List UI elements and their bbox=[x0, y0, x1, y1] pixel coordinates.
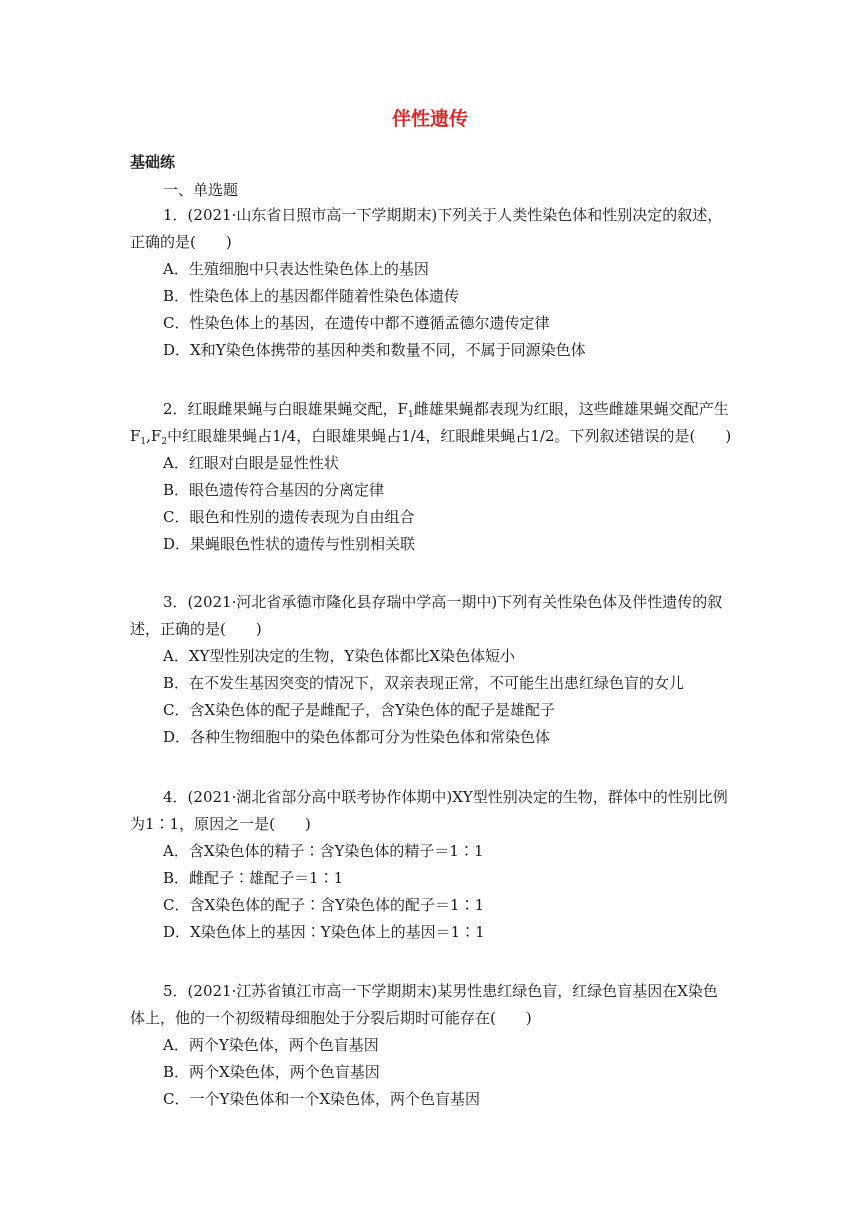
question-2 bbox=[130, 396, 740, 558]
option-b: B．雌配子∶雄配子＝1∶1 bbox=[163, 869, 344, 887]
question-stem-line: 5．(2021·江苏省镇江市高一下学期期末)某男性患红绿色盲，红绿色盲基因在X染色 bbox=[163, 982, 718, 1000]
option-b: B．两个X染色体，两个色盲基因 bbox=[163, 1063, 380, 1081]
question-stem-line: 体上，他的一个初级精母细胞处于分裂后期时可能存在( ) bbox=[130, 1009, 532, 1027]
question-1 bbox=[130, 202, 740, 364]
option-c: C．含X染色体的配子是雌配子，含Y染色体的配子是雄配子 bbox=[163, 701, 556, 719]
question-5 bbox=[130, 978, 740, 1113]
option-c: C．性染色体上的基因，在遗传中都不遵循孟德尔遗传定律 bbox=[163, 314, 550, 332]
option-d: D．果蝇眼色性状的遗传与性别相关联 bbox=[163, 535, 416, 553]
option-c: C．一个Y染色体和一个X染色体，两个色盲基因 bbox=[163, 1090, 481, 1108]
option-c: C．眼色和性别的遗传表现为自由组合 bbox=[163, 508, 415, 526]
option-b: B．眼色遗传符合基因的分离定律 bbox=[163, 481, 385, 499]
option-c: C．含X染色体的配子∶含Y染色体的配子＝1∶1 bbox=[163, 896, 485, 914]
option-a: A．两个Y染色体，两个色盲基因 bbox=[163, 1036, 379, 1054]
question-stem-line: 为1∶1，原因之一是( ) bbox=[130, 815, 311, 833]
option-a: A．含X染色体的精子∶含Y染色体的精子＝1∶1 bbox=[163, 842, 484, 860]
question-stem-line: 1．(2021·山东省日照市高一下学期期末)下列关于人类性染色体和性别决定的叙述， bbox=[163, 206, 723, 224]
option-a: A．XY型性别决定的生物，Y染色体都比X染色体短小 bbox=[163, 647, 515, 665]
section-heading: 基础练 bbox=[130, 153, 176, 171]
option-d: D．各种生物细胞中的染色体都可分为性染色体和常染色体 bbox=[163, 728, 551, 746]
option-a: A．红眼对白眼是显性性状 bbox=[163, 454, 339, 472]
question-4 bbox=[130, 784, 740, 946]
option-a: A．生殖细胞中只表达性染色体上的基因 bbox=[163, 260, 429, 278]
option-d: D．X染色体上的基因∶Y染色体上的基因＝1∶1 bbox=[163, 923, 485, 941]
question-stem-line: 述，正确的是( ) bbox=[130, 620, 262, 638]
question-stem-line: 2．红眼雌果蝇与白眼雄果蝇交配，$F_1$雌雄果蝇都表现为红眼，这些雌雄果蝇交配产生 bbox=[163, 400, 729, 420]
option-b: B．性染色体上的基因都伴随着性染色体遗传 bbox=[163, 287, 460, 305]
question-3 bbox=[130, 589, 740, 751]
option-d: D．X和Y染色体携带的基因种类和数量不同，不属于同源染色体 bbox=[163, 341, 586, 359]
question-stem-line: $F_1,F_2$中红眼雄果蝇占1/4，白眼雄果蝇占1/4，红眼雌果蝇占1/2。下列叙述错误的是( ) bbox=[130, 427, 732, 447]
option-b: B．在不发生基因突变的情况下，双亲表现正常，不可能生出患红绿色盲的女儿 bbox=[163, 674, 685, 692]
document-title: 伴性遗传 bbox=[391, 108, 468, 130]
question-stem-line: 4．(2021·湖北省部分高中联考协作体期中)XY型性别决定的生物，群体中的性别比例 bbox=[163, 788, 728, 806]
question-stem-line: 3．(2021·河北省承德市隆化县存瑞中学高一期中)下列有关性染色体及伴性遗传的叙 bbox=[163, 593, 723, 611]
question-stem-line: 正确的是( ) bbox=[130, 233, 232, 251]
subsection-heading: 一、单选题 bbox=[163, 181, 239, 199]
